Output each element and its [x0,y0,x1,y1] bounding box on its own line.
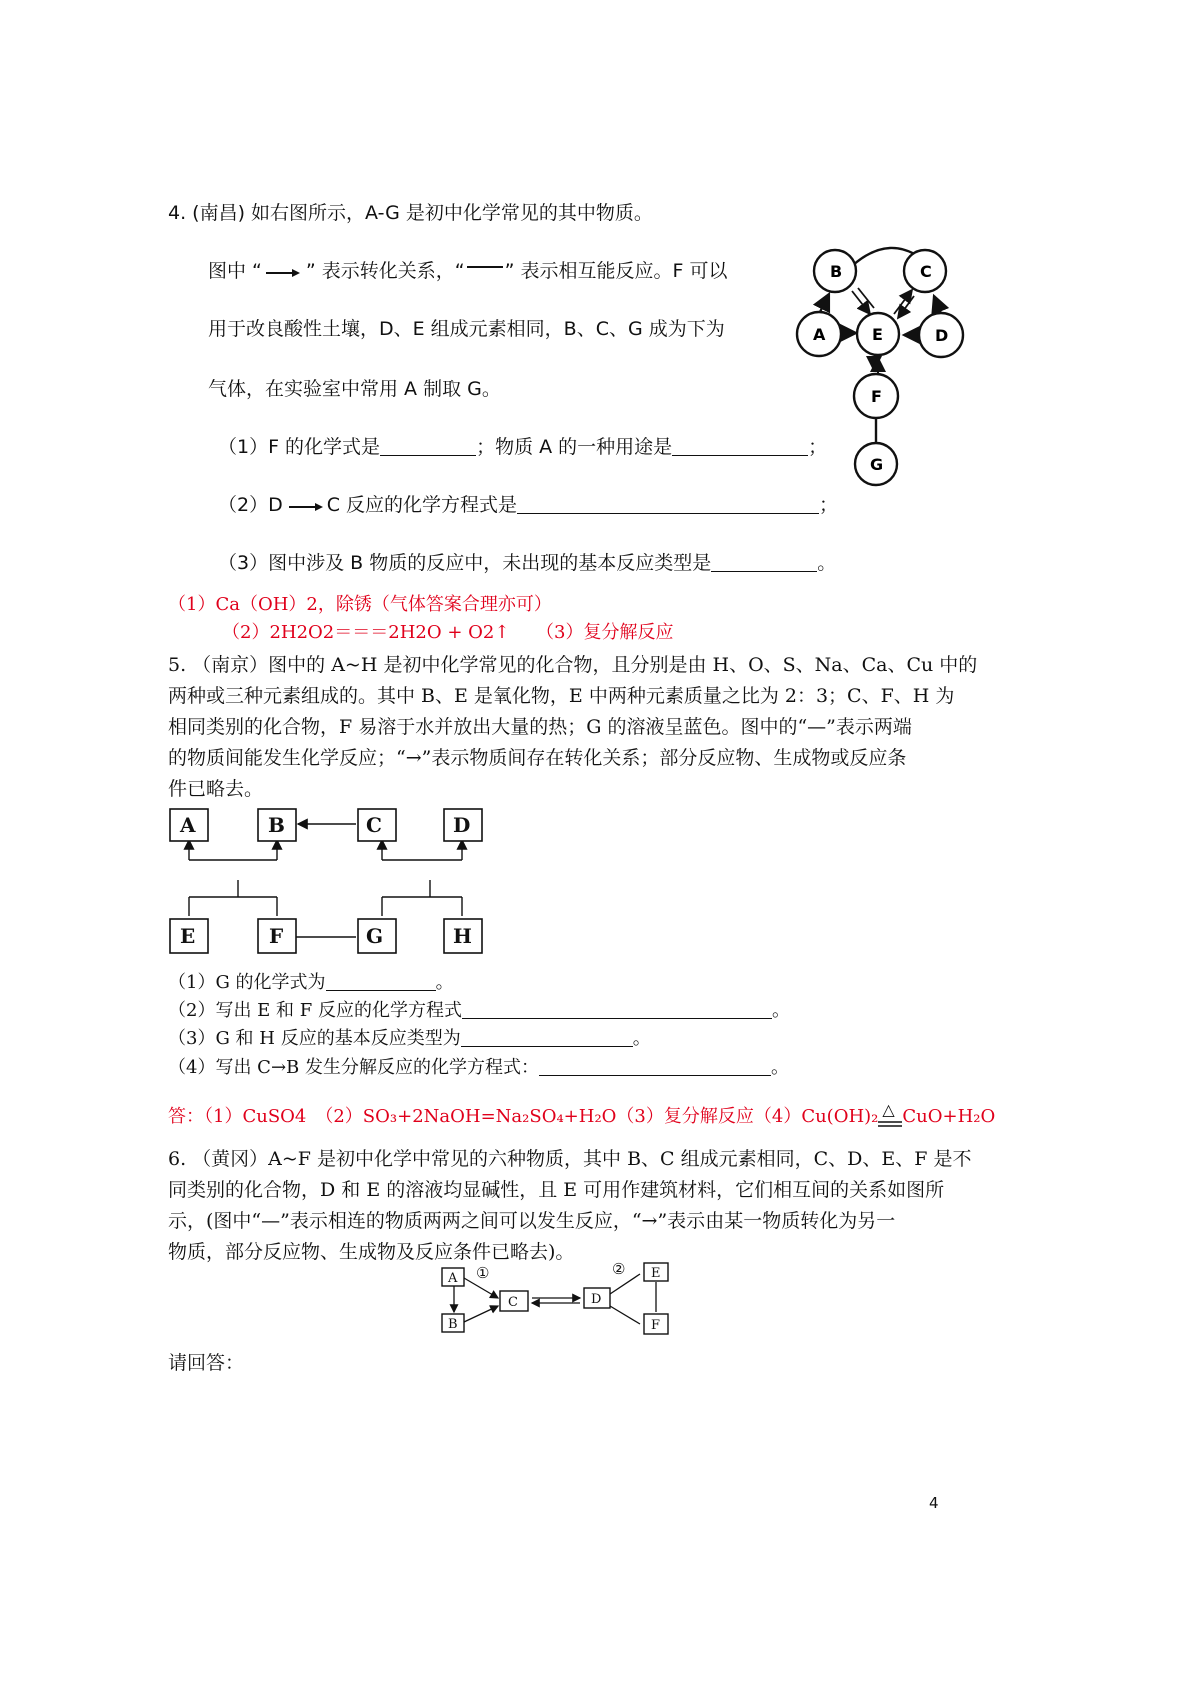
q6-para-4: 物质，部分反应物、生成物及反应条件已略去)。 [168,1241,575,1263]
q4-node-a [797,312,841,356]
q5-para-4: 的物质间能发生化学反应；“→”表示物质间存在转化关系；部分反应物、生成物或反应条 [168,747,907,769]
q5-sub1 [168,972,454,994]
svg-text:D: D [935,326,949,345]
q5-sub1-end: 。 [435,972,454,993]
q6-node-e: E [651,1266,661,1281]
q4-edge-b-e-2 [858,288,874,308]
q5-node-h: H [453,924,472,948]
q6-node-a: A [448,1271,458,1286]
q5-para-3: 相同类别的化合物，F 易溶于水并放出大量的热；G 的溶液呈蓝色。图中的“—”表示两端 [168,716,912,738]
q4-node-b [814,250,856,292]
q5-sub3-blank[interactable] [461,1028,633,1047]
q5-node-g: G [366,924,384,948]
q4-sub1-mid: ；物质 A 的一种用途是 [476,436,673,458]
svg-text:B: B [830,262,843,281]
q4-sub3 [218,552,836,575]
q6-node-b: B [448,1317,458,1332]
q5-answer-main: 答：（1）CuSO4 （2）SO₃+2NaOH=Na₂SO₄+H₂O（3）复分解反应（4）Cu(OH)₂ [168,1106,879,1127]
q4-edge-b-e [852,291,870,314]
q5-box-diagram [160,800,500,964]
q4-line2-part-a: 图中 “ [208,260,262,282]
q5-node-d: D [453,813,471,837]
q4-sub2-text: C 反应的化学方程式是 [326,494,518,516]
svg-text:C: C [920,262,932,281]
q5-sub1-text: （1）G 的化学式为 [168,972,326,993]
svg-text:F: F [871,387,882,406]
q5-sub2 [168,1000,790,1022]
page-number: 4 [929,1494,939,1512]
heat-triangle-icon: △ [882,1100,895,1119]
q5-node-a: A [180,813,196,837]
q4-answer2: （2）2H2O2＝＝＝2H2O + O2↑ [222,622,510,643]
q4-node-d [919,313,963,357]
q4-line3: 用于改良酸性土壤，D、E 组成元素相同，B、C、G 成为下为 [208,318,725,340]
q6-node-f: F [651,1318,661,1333]
q6-edge-d-f [610,1306,640,1324]
q5-node-e: E [180,924,196,948]
q5-sub2-blank[interactable] [462,1000,772,1019]
q4-line2-part-b: ” 表示转化关系，“ [305,260,465,282]
q4-sub2-label: （2）D [218,494,283,516]
q4-line1: 4. (南昌) 如右图所示，A-G 是初中化学常见的其中物质。 [168,202,653,224]
q4-sub2-end: ； [819,494,839,516]
q4-sub1 [218,436,827,459]
q5-answer [168,1100,996,1128]
q6-relation-diagram [430,1258,682,1344]
q5-node-c: C [366,813,382,837]
q4-edge-a-b [820,294,829,312]
q4-sub2-blank-equation[interactable] [517,495,819,514]
q5-sub3-text: （3）G 和 H 反应的基本反应类型为 [168,1028,461,1049]
q6-node-d: D [591,1292,602,1307]
q6-edge-b-c [464,1306,498,1322]
q4-line4: 气体，在实验室中常用 A 制取 G。 [208,378,501,400]
q4-sub1-end: ； [808,436,828,458]
q4-sub2 [218,494,838,517]
q4-line2-part-c: ” 表示相互能反应。F 可以 [504,260,728,282]
q6-ask: 请回答： [168,1352,245,1374]
q5-sub4-text: （4）写出 C→B 发生分解反应的化学方程式： [168,1057,539,1078]
q4-sub1-blank-use[interactable] [672,437,808,456]
svg-text:G: G [870,455,884,474]
q5-sub4-end: 。 [770,1057,789,1078]
q5-sub4-blank[interactable] [539,1057,771,1076]
q6-para-3: 示，(图中“—”表示相连的物质两两之间可以发生反应，“→”表示由某一物质转化为另一 [168,1210,896,1232]
q4-sub3-text: （3）图中涉及 B 物质的反应中，未出现的基本反应类型是 [218,552,712,574]
q4-sub3-blank-type[interactable] [711,553,817,572]
svg-text:A: A [813,325,826,344]
q5-sub3-end: 。 [632,1028,651,1049]
q6-mark-1: ① [476,1264,490,1282]
q4-node-f [854,374,898,418]
svg-text:E: E [872,325,883,344]
q5-para-1: 5. （南京）图中的 A~H 是初中化学常见的化合物，且分别是由 H、O、S、Na、Ca、Cu 中的 [168,654,978,676]
q4-line2 [208,260,727,283]
q4-sub3-end: 。 [817,552,837,574]
q6-para-2: 同类别的化合物，D 和 E 的溶液均显碱性，且 E 可用作建筑材料，它们相互间的关系如图所 [168,1179,945,1201]
q4-node-e [857,313,899,355]
q6-node-c: C [508,1295,518,1310]
q4-node-c [904,250,946,292]
q4-reaction-diagram [790,238,970,494]
q5-para-5: 件已略去。 [168,778,264,800]
q5-answer-product: CuO+H₂O [902,1106,996,1127]
q5-para-2: 两种或三种元素组成的。其中 B、E 是氧化物，E 中两种元素质量之比为 2：3；C、F、H 为 [168,685,955,707]
q5-node-b: B [268,813,285,837]
q6-para-1: 6. （黄冈）A~F 是初中化学中常见的六种物质，其中 B、C 组成元素相同，C、D、E、F 是不 [168,1148,972,1170]
q5-sub2-end: 。 [771,1000,790,1021]
q5-sub4 [168,1057,789,1079]
q5-node-f: F [269,924,284,948]
q4-sub1-blank-formula[interactable] [380,437,476,456]
q6-mark-2: ② [612,1260,626,1278]
q5-sub3 [168,1028,651,1050]
q5-sub2-text: （2）写出 E 和 F 反应的化学方程式 [168,1000,462,1021]
q5-sub1-blank[interactable] [326,972,436,991]
q4-node-g [855,443,897,485]
q4-answer1: （1）Ca（OH）2，除锈（气体答案合理亦可） [168,594,552,615]
q4-answer3: （3）复分解反应 [536,622,674,643]
q4-sub1-label: （1）F 的化学式是 [218,436,381,458]
